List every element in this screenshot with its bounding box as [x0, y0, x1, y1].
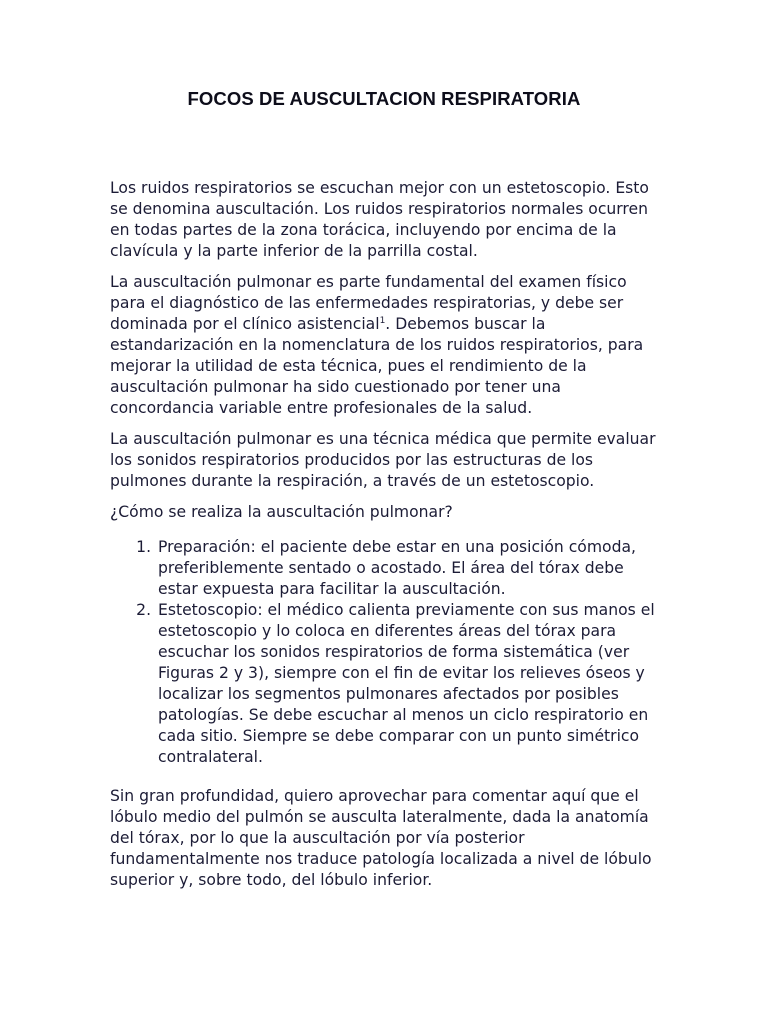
- paragraph-pulmonary-exam-part1: La auscultación pulmonar es parte fundamental del examen físico para el diagnóstico de las enfermedades respiratorias, y debe ser dominada por el clínico asistencial: [110, 273, 627, 333]
- document-title: FOCOS DE AUSCULTACION RESPIRATORIA: [187, 88, 581, 109]
- paragraph-pulmonary-exam-part2: . Debemos buscar la estandarización en la nomenclatura de los ruidos respiratorios, para mejorar la utilidad de esta técnica, pues el rendimiento de la auscultación pulmonar ha sido cuestionado por tener una concordancia variable entre profesionales de la salud.: [110, 315, 644, 417]
- paragraph-pulmonary-exam: [110, 272, 662, 419]
- document-body: [110, 178, 662, 901]
- paragraph-technique-definition: La auscultación pulmonar es una técnica médica que permite evaluar los sonidos respiratorios producidos por las estructuras de los pulmones durante la respiración, a través de un estetoscopio.: [110, 430, 656, 490]
- procedure-step-stethoscope: 2. Estetoscopio: el médico calienta previamente con sus manos el estetoscopio y lo coloca en diferentes áreas del tórax para escuchar los sonidos respiratorios de forma sistemática (ver Figuras 2 y 3), siempre con el fin de evitar los relieves óseos y localizar los segmentos pulmonares afectados por posibles patologías. Se debe escuchar al menos un ciclo respiratorio en cada sitio. Siempre se debe comparar con un punto simétrico contralateral.: [156, 600, 662, 768]
- paragraph-middle-lobe-note: Sin gran profundidad, quiero aprovechar para comentar aquí que el lóbulo medio del pulmón se ausculta lateralmente, dada la anatomía del tórax, por lo que la auscultación por vía posterior fundamentalmente nos traduce patología localizada a nivel de lóbulo superior y, sobre todo, del lóbulo inferior.: [110, 787, 652, 889]
- procedure-step-preparation: 1. Preparación: el paciente debe estar en una posición cómoda, preferiblemente sentado o acostado. El área del tórax debe estar expuesta para facilitar la auscultación.: [156, 537, 662, 600]
- procedure-steps-list: [110, 537, 662, 768]
- question-heading: ¿Cómo se realiza la auscultación pulmonar?: [110, 503, 453, 521]
- footnote-reference: 1: [379, 315, 386, 326]
- paragraph-auscultation-intro: Los ruidos respiratorios se escuchan mejor con un estetoscopio. Esto se denomina auscultación. Los ruidos respiratorios normales ocurren en todas partes de la zona torácica, incluyendo por encima de la clavícula y la parte inferior de la parrilla costal.: [110, 179, 649, 260]
